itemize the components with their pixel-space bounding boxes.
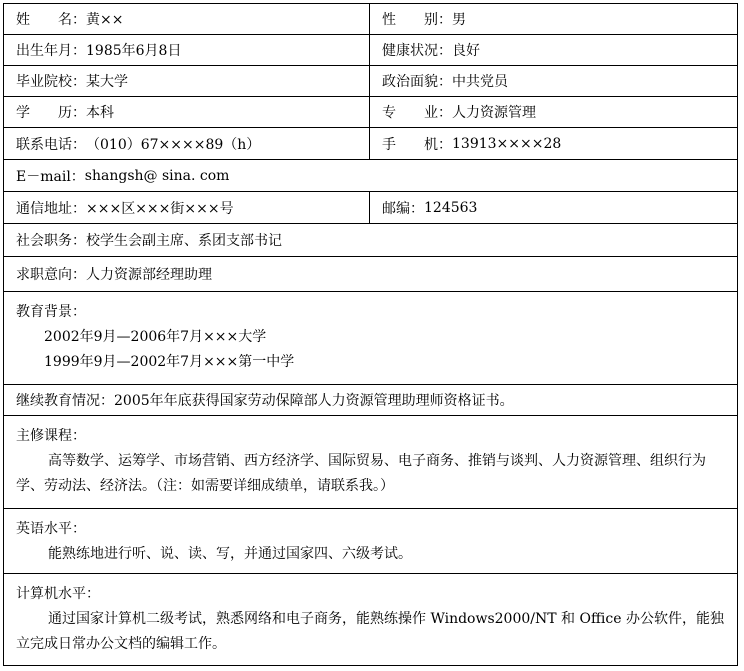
education-item: 2002年9月—2006年7月×××大学 bbox=[44, 329, 267, 345]
school-value: 某大学 bbox=[86, 74, 128, 90]
mobile-cell bbox=[370, 128, 737, 159]
health-label: 健康状况： bbox=[382, 43, 452, 59]
major-label: 专 业： bbox=[382, 105, 452, 121]
social-label: 社会职务： bbox=[16, 233, 86, 249]
computer-block bbox=[4, 574, 737, 667]
row-continuing-education bbox=[4, 385, 737, 416]
health-value: 良好 bbox=[452, 43, 480, 59]
address-label: 通信地址： bbox=[16, 200, 86, 217]
objective-cell bbox=[4, 257, 737, 291]
courses-block bbox=[4, 416, 737, 508]
gender-label: 性 别： bbox=[382, 12, 452, 28]
degree-label: 学 历： bbox=[16, 105, 86, 121]
continuing-value: 2005年年底获得国家劳动保障部人力资源管理助理师资格证书。 bbox=[114, 393, 514, 409]
address-cell bbox=[4, 192, 370, 223]
gender-value: 男 bbox=[452, 12, 466, 28]
email-value: shangsh@ sina. com bbox=[84, 167, 230, 184]
row-degree-major bbox=[4, 97, 737, 128]
politics-label: 政治面貌： bbox=[382, 74, 452, 90]
courses-text: 高等数学、运筹学、市场营销、西方经济学、国际贸易、电子商务、推销与谈判、人力资源管理、组织行为学、劳动法、经济法。（注：如需要详细成绩单，请联系我。） bbox=[16, 453, 706, 494]
birth-value: 1985年6月8日 bbox=[86, 43, 182, 59]
computer-title: 计算机水平： bbox=[16, 586, 100, 602]
degree-cell bbox=[4, 97, 370, 127]
computer-text: 通过国家计算机二级考试，熟悉网络和电子商务，能熟练操作 Windows2000/NT 和 Office 办公软件，能独立完成日常办公文档的编辑工作。 bbox=[16, 611, 724, 652]
name-value: 黄×× bbox=[86, 12, 124, 28]
education-title: 教育背景： bbox=[16, 304, 86, 320]
row-phone-mobile bbox=[4, 128, 737, 160]
row-email bbox=[4, 160, 737, 192]
zip-label: 邮编： bbox=[382, 200, 424, 217]
zip-value: 124563 bbox=[424, 199, 478, 216]
objective-value: 人力资源部经理助理 bbox=[86, 267, 212, 283]
courses-title: 主修课程： bbox=[16, 428, 86, 444]
row-birth-health bbox=[4, 35, 737, 66]
school-label: 毕业院校： bbox=[16, 74, 86, 90]
name-cell bbox=[4, 4, 370, 34]
row-school-politics bbox=[4, 66, 737, 97]
email-cell bbox=[4, 160, 737, 191]
row-education bbox=[4, 292, 737, 385]
education-item: 1999年9月—2002年7月×××第一中学 bbox=[44, 354, 295, 370]
row-computer bbox=[4, 574, 737, 667]
major-cell bbox=[370, 97, 737, 127]
row-objective bbox=[4, 257, 737, 292]
phone-label: 联系电话： bbox=[16, 136, 86, 153]
row-name-gender bbox=[4, 4, 737, 35]
row-english bbox=[4, 509, 737, 574]
social-value: 校学生会副主席、系团支部书记 bbox=[86, 233, 282, 249]
row-social-position bbox=[4, 224, 737, 257]
gender-cell bbox=[370, 4, 737, 34]
objective-label: 求职意向： bbox=[16, 267, 86, 283]
continuing-label: 继续教育情况： bbox=[16, 393, 114, 409]
phone-cell bbox=[4, 128, 370, 159]
zip-cell bbox=[370, 192, 737, 223]
name-label: 姓 名： bbox=[16, 12, 86, 28]
politics-cell bbox=[370, 66, 737, 96]
resume-table bbox=[3, 3, 738, 666]
major-value: 人力资源管理 bbox=[452, 105, 536, 121]
row-courses bbox=[4, 416, 737, 509]
address-value: ×××区×××街×××号 bbox=[86, 200, 234, 217]
phone-value: （010）67××××89（h） bbox=[86, 136, 261, 153]
mobile-value: 13913××××28 bbox=[452, 135, 562, 152]
education-block bbox=[4, 292, 737, 384]
row-address-zip bbox=[4, 192, 737, 224]
social-cell bbox=[4, 224, 737, 256]
school-cell bbox=[4, 66, 370, 96]
email-label: E－mail： bbox=[16, 168, 85, 185]
english-title: 英语水平： bbox=[16, 521, 86, 537]
english-block bbox=[4, 509, 737, 573]
continuing-cell bbox=[4, 385, 737, 415]
mobile-label: 手 机： bbox=[382, 136, 452, 153]
health-cell bbox=[370, 35, 737, 65]
birth-label: 出生年月： bbox=[16, 43, 86, 59]
degree-value: 本科 bbox=[86, 105, 114, 121]
birth-cell bbox=[4, 35, 370, 65]
english-text: 能熟练地进行听、说、读、写，并通过国家四、六级考试。 bbox=[48, 546, 412, 562]
politics-value: 中共党员 bbox=[452, 74, 508, 90]
